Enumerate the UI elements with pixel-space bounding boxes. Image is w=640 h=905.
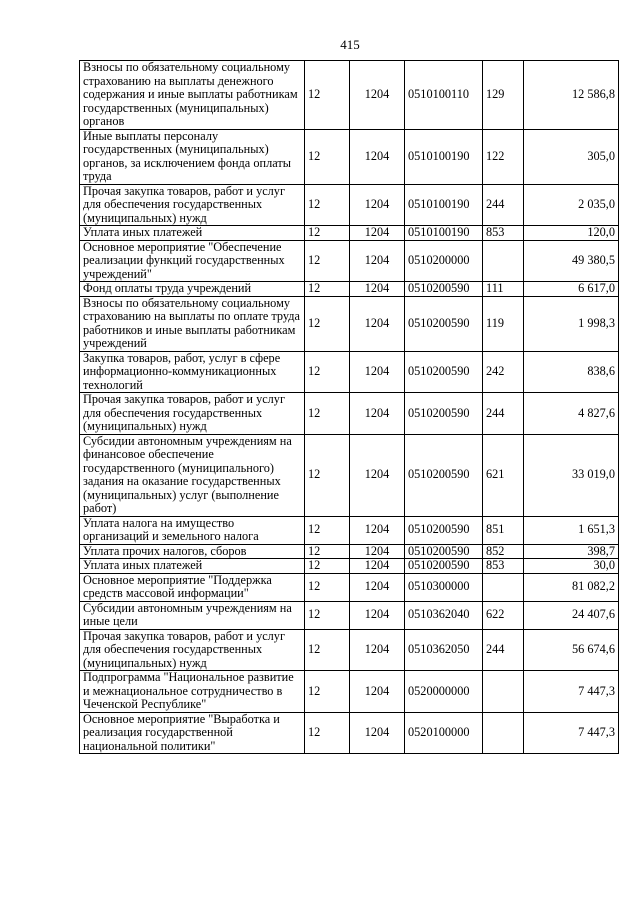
- row-subsection: 1204: [350, 129, 405, 184]
- row-subsection: 1204: [350, 516, 405, 544]
- row-name: Уплата иных платежей: [80, 559, 305, 574]
- table-row: [80, 573, 619, 601]
- row-name: Субсидии автономным учреждениям на финансовое обеспечение государственного (муниципального) задания на оказание государственных (муниципальных) услуг (выполнение работ): [80, 434, 305, 516]
- row-subsection: 1204: [350, 434, 405, 516]
- row-amount: 305,0: [524, 129, 619, 184]
- row-section: 12: [305, 573, 350, 601]
- row-expense-type: [483, 712, 524, 754]
- row-name: Иные выплаты персоналу государственных (муниципальных) органов, за исключением фонда оплаты труда: [80, 129, 305, 184]
- row-expense-type: 852: [483, 544, 524, 559]
- row-amount: 7 447,3: [524, 671, 619, 713]
- row-target-item: 0510200590: [405, 282, 483, 297]
- row-target-item: 0510200590: [405, 351, 483, 393]
- row-target-item: 0510200590: [405, 296, 483, 351]
- row-expense-type: [483, 240, 524, 282]
- row-target-item: 0510200590: [405, 559, 483, 574]
- row-subsection: 1204: [350, 61, 405, 130]
- row-expense-type: 621: [483, 434, 524, 516]
- row-name: Уплата прочих налогов, сборов: [80, 544, 305, 559]
- row-target-item: 0510100190: [405, 184, 483, 226]
- row-subsection: 1204: [350, 671, 405, 713]
- row-expense-type: [483, 671, 524, 713]
- row-amount: 6 617,0: [524, 282, 619, 297]
- row-amount: 838,6: [524, 351, 619, 393]
- row-name: Основное мероприятие "Поддержка средств массовой информации": [80, 573, 305, 601]
- row-section: 12: [305, 712, 350, 754]
- row-amount: 398,7: [524, 544, 619, 559]
- table-row: [80, 282, 619, 297]
- table-row: [80, 184, 619, 226]
- row-subsection: 1204: [350, 559, 405, 574]
- row-expense-type: 851: [483, 516, 524, 544]
- row-amount: 7 447,3: [524, 712, 619, 754]
- row-expense-type: 244: [483, 629, 524, 671]
- table-row: [80, 240, 619, 282]
- row-subsection: 1204: [350, 601, 405, 629]
- row-amount: 81 082,2: [524, 573, 619, 601]
- row-section: 12: [305, 544, 350, 559]
- table-row: [80, 559, 619, 574]
- row-name: Основное мероприятие "Выработка и реализация государственной национальной политики": [80, 712, 305, 754]
- row-expense-type: [483, 573, 524, 601]
- budget-table: [79, 60, 619, 754]
- row-amount: 4 827,6: [524, 393, 619, 435]
- row-expense-type: 853: [483, 226, 524, 241]
- table-row: [80, 434, 619, 516]
- row-target-item: 0510200000: [405, 240, 483, 282]
- row-amount: 1 651,3: [524, 516, 619, 544]
- row-name: Взносы по обязательному социальному страхованию на выплаты по оплате труда работников и иные выплаты работникам учреждений: [80, 296, 305, 351]
- row-section: 12: [305, 61, 350, 130]
- row-name: Уплата налога на имущество организаций и земельного налога: [80, 516, 305, 544]
- row-name: Закупка товаров, работ, услуг в сфере информационно-коммуникационных технологий: [80, 351, 305, 393]
- table-row: [80, 129, 619, 184]
- row-target-item: 0510300000: [405, 573, 483, 601]
- row-section: 12: [305, 393, 350, 435]
- row-amount: 56 674,6: [524, 629, 619, 671]
- row-subsection: 1204: [350, 226, 405, 241]
- row-target-item: 0510100110: [405, 61, 483, 130]
- row-section: 12: [305, 671, 350, 713]
- row-expense-type: 119: [483, 296, 524, 351]
- table-row: [80, 712, 619, 754]
- row-target-item: 0520100000: [405, 712, 483, 754]
- row-subsection: 1204: [350, 240, 405, 282]
- row-section: 12: [305, 559, 350, 574]
- row-subsection: 1204: [350, 573, 405, 601]
- row-subsection: 1204: [350, 712, 405, 754]
- row-expense-type: 122: [483, 129, 524, 184]
- row-amount: 49 380,5: [524, 240, 619, 282]
- table-row: [80, 671, 619, 713]
- row-name: Прочая закупка товаров, работ и услуг для обеспечения государственных (муниципальных) нужд: [80, 629, 305, 671]
- row-target-item: 0510200590: [405, 516, 483, 544]
- row-amount: 33 019,0: [524, 434, 619, 516]
- table-row: [80, 601, 619, 629]
- table-row: [80, 629, 619, 671]
- table-row: [80, 226, 619, 241]
- row-subsection: 1204: [350, 393, 405, 435]
- row-amount: 2 035,0: [524, 184, 619, 226]
- row-amount: 30,0: [524, 559, 619, 574]
- row-section: 12: [305, 184, 350, 226]
- row-name: Взносы по обязательному социальному страхованию на выплаты денежного содержания и иные выплаты работникам государственных (муниципальных) органов: [80, 61, 305, 130]
- table-row: [80, 516, 619, 544]
- table-row: [80, 351, 619, 393]
- row-subsection: 1204: [350, 184, 405, 226]
- row-section: 12: [305, 516, 350, 544]
- page-number: 415: [340, 37, 360, 52]
- row-target-item: 0510200590: [405, 544, 483, 559]
- row-target-item: 0520000000: [405, 671, 483, 713]
- row-target-item: 0510362050: [405, 629, 483, 671]
- row-section: 12: [305, 226, 350, 241]
- row-subsection: 1204: [350, 282, 405, 297]
- row-expense-type: 244: [483, 393, 524, 435]
- row-section: 12: [305, 629, 350, 671]
- row-subsection: 1204: [350, 296, 405, 351]
- row-section: 12: [305, 434, 350, 516]
- row-name: Прочая закупка товаров, работ и услуг для обеспечения государственных (муниципальных) нужд: [80, 184, 305, 226]
- row-amount: 120,0: [524, 226, 619, 241]
- row-section: 12: [305, 296, 350, 351]
- row-name: Прочая закупка товаров, работ и услуг для обеспечения государственных (муниципальных) нужд: [80, 393, 305, 435]
- row-expense-type: 111: [483, 282, 524, 297]
- row-name: Уплата иных платежей: [80, 226, 305, 241]
- row-name: Субсидии автономным учреждениям на иные цели: [80, 601, 305, 629]
- row-amount: 1 998,3: [524, 296, 619, 351]
- row-target-item: 0510200590: [405, 434, 483, 516]
- row-section: 12: [305, 282, 350, 297]
- row-expense-type: 242: [483, 351, 524, 393]
- row-section: 12: [305, 240, 350, 282]
- row-name: Подпрограмма "Национальное развитие и межнациональное сотрудничество в Чеченской Республике": [80, 671, 305, 713]
- table-row: [80, 544, 619, 559]
- row-target-item: 0510100190: [405, 129, 483, 184]
- row-subsection: 1204: [350, 544, 405, 559]
- row-section: 12: [305, 129, 350, 184]
- row-expense-type: 622: [483, 601, 524, 629]
- row-amount: 12 586,8: [524, 61, 619, 130]
- row-target-item: 0510362040: [405, 601, 483, 629]
- row-subsection: 1204: [350, 351, 405, 393]
- table-row: [80, 296, 619, 351]
- row-subsection: 1204: [350, 629, 405, 671]
- row-expense-type: 244: [483, 184, 524, 226]
- row-target-item: 0510200590: [405, 393, 483, 435]
- row-section: 12: [305, 601, 350, 629]
- table-row: [80, 393, 619, 435]
- row-expense-type: 129: [483, 61, 524, 130]
- row-section: 12: [305, 351, 350, 393]
- row-target-item: 0510100190: [405, 226, 483, 241]
- row-name: Основное мероприятие "Обеспечение реализации функций государственных учреждений": [80, 240, 305, 282]
- table-row: [80, 61, 619, 130]
- row-name: Фонд оплаты труда учреждений: [80, 282, 305, 297]
- row-expense-type: 853: [483, 559, 524, 574]
- row-amount: 24 407,6: [524, 601, 619, 629]
